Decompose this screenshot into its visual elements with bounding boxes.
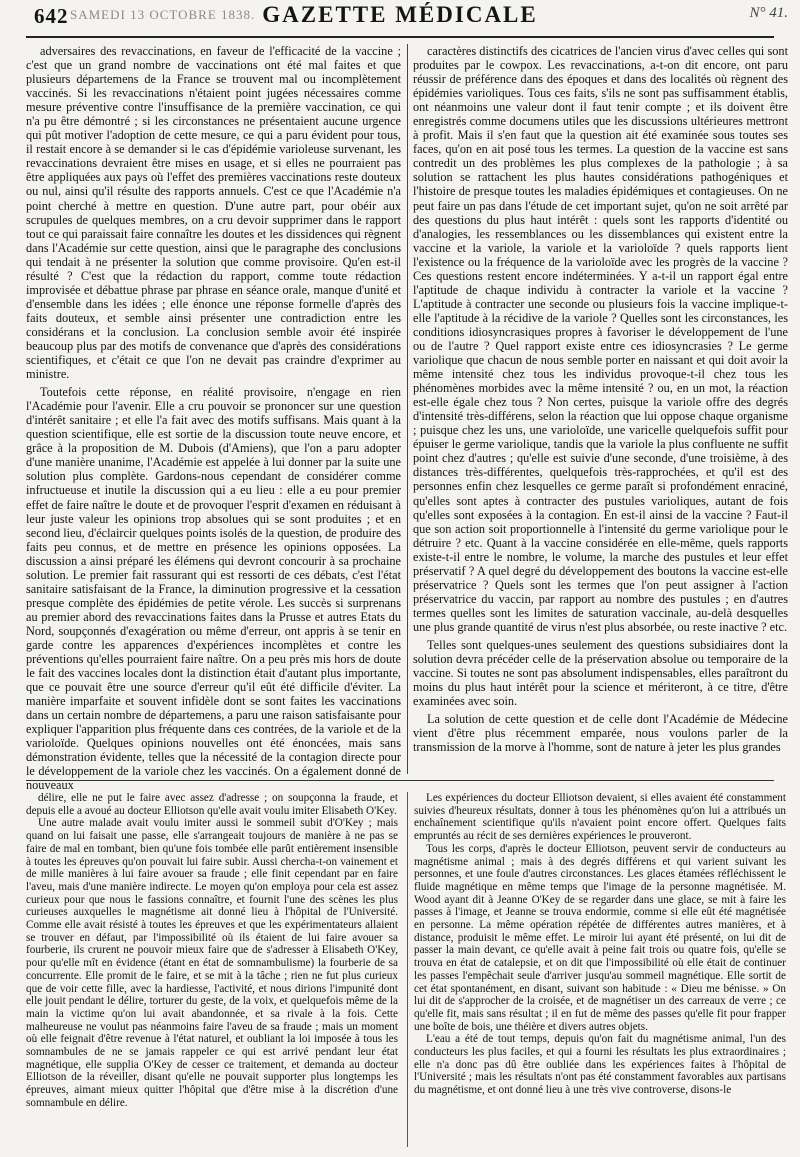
issue-number: N° 41. (749, 5, 788, 21)
paragraph: Tous les corps, d'après le docteur Elliotson, peuvent servir de conducteurs au magnétisme animal ; mais à des degrés différens et qui varient suivant les personnes, et une foule d'autres circonstances. Les glaces étamées réfléchissent le fluide magnétique en même temps que l'image de la personne magnétisée. M. Wood ayant dit à Jeanne O'Key de se regarder dans une glace, se mit à faire les passes à l'image, et Jeanne se trouva endormie, comme si elle eût été magnétisée en personne. La même opération répétée de différentes autres manières, et à distance, produisit le même effet. Le miroir lui ayant été présenté, on lui dit de passer la main devant, ce qu'elle avait à peine fait trois ou quatre fois, qu'elle se trouva en état de catalepsie, et on dit que l'impossibilité où elle était de continuer les passes l'empêchait seule d'arriver jusqu'au sommeil magnétique. Elle sortit de cet état spontanément, en disant, suivant son habitude : « Dieu me bénisse. » On lui dit de s'approcher de la croisée, et de magnétiser un des carreaux de verre ; ce qu'elle fit, mais sans résultat ; il en fut de même des passes qu'elle fit pour frapper une boîte de bois, une théière et divers autres objets. (414, 842, 786, 1033)
paragraph: Toutefois cette réponse, en réalité provisoire, n'engage en rien l'Académie pour l'avenir. Elle a cru pouvoir se prononcer sur une question d'intérêt sanitaire ; et elle l'a fait avec des motifs suffisans. Mais quant à la question scientifique, elle est sortie de la discussion toute neuve encore, et grâce à la proposition de M. Dubois (d'Amiens), que l'on a paru adopter d'une manière unanime, l'Académie est appelée à lui donner par la suite une solution plus complète. Gardons-nous cependant de considérer comme infructueuse et inutile la discussion qui a eu lieu : elle a eu pour premier effet de faire naître le doute et de provoquer l'esprit d'examen en réduisant à leur juste valeur les opinions trop absolues qui se sont produites ; et en second lieu, d'éclaircir quelques points isolés de la question, de produire des faits peu connus, et de mettre en présence les opinions opposées. La discussion a ainsi préparé les élémens qui devront concourir à sa prochaine solution. Le premier fait rassurant qui est ressorti de ces débats, c'est l'état sanitaire satisfaisant de la France, la diminution progressive et la cessation presque complète des épidémies de petite vérole. Les succès si surprenans au premier abord des revaccinations faites dans la Prusse et autres Etats du Nord, soupçonnés d'exagération ou même d'erreur, ont appris à se tenir en garde contre les apparences d'expériences incomplètes et contre les préventions qu'elles pourraient faire naître. On a peu près mis hors de doute le fait des vaccines locales dont la distinction était d'autant plus importante, que ce pouvait être une source d'erreur qu'il eût été difficile d'éviter. La manière imparfaite et souvent infidèle dont se sont faites les vaccinations dans un certain nombre de départemens, a paru une raison satisfaisante pour expliquer l'apparition plus fréquente dans ces contrées, de la variole et de la varioloïde. Quelques opinions nouvelles ont été énoncées, mais sans démonstration évidente, telles que la nécessité de la contagion directe pour le développement de la variole chez les vaccinés. On a également donné de nouveaux (26, 385, 401, 793)
upper-left-column (26, 44, 401, 793)
lower-article (26, 792, 786, 1147)
upper-article (26, 44, 788, 793)
page-number: 642 (34, 4, 69, 28)
upper-right-column (413, 44, 788, 774)
paragraph: Les expériences du docteur Elliotson devaient, si elles avaient été constamment suivies d'heureux résultats, donner à tous les phénomènes qu'on lui a attribués un enchaînement scientifique qu'ils n'avaient point encore offert. Quelques faits empruntés au récit de ses dernières expériences le prouveront. (414, 792, 786, 843)
paragraph: Telles sont quelques-unes seulement des questions subsidiaires dont la solution devra précéder celle de la préservation absolue ou temporaire de la vaccine. Si toutes ne sont pas absolument indispensables, elles paraîtront du moins du plus haut intérêt pour la science et mériteront, à ce titre, d'être examinées avec soin. (413, 637, 788, 709)
paragraph: L'eau a été de tout temps, depuis qu'on fait du magnétisme animal, l'un des conducteurs les plus faciles, et qui a fourni les résultats les plus extraordinaires ; elle n'a donc pas dû être oubliée dans les expériences faites à l'hôpital de l'Université ; mais les résultats n'ont pas été constamment favorables aux partisans du magnétisme, et ont donné lieu à une très vive controverse, disons-le (414, 1033, 786, 1097)
page-header (0, 0, 800, 38)
paragraph: caractères distinctifs des cicatrices de l'ancien virus d'avec celles qui sont produites par le cowpox. Les revaccinations, a-t-on dit encore, ont paru réussir de préférence dans des époques et dans des localités où règnent des épidémies varioliques. Tous ces faits, s'ils ne sont pas suffisamment établis, ont néanmoins une valeur dont il faut tenir compte ; et ils doivent être enregistrés comme documens utiles que les discussions ultérieures mettront à profit. Mais il s'en faut que la question ait été examinée sous toutes ses faces, qu'on en ait posé tous les termes. La question de la vaccine est sans contredit un des problèmes les plus complexes de la pathologie ; à sa solution se rattachent les plus hautes considérations pathogéniques et l'histoire de presque toutes les maladies épidémiques et contagieuses. On ne peut faire un pas dans l'étude de cet important sujet, qu'on ne soit arrêté par des questions du plus haut intérêt : quels sont les rapports d'identité ou d'analogies, les ressemblances ou les dissemblances qui existent entre la vaccine et la variole, la variole et la varioloïde ? quels rapports lient l'existence ou la fréquence de la varioloïde avec les progrès de la vaccine ? Ces questions restent encore indéterminées. Y a-t-il un rapport égal entre l'aptitude de chaque individu à contracter la variole et la vaccine ? L'aptitude à contracter une seconde ou plusieurs fois la vaccine implique-t-elle l'aptitude à la récidive de la variole ? Quelles sont les circonstances, les conditions idiosyncrasiques propres à favoriser le développement de l'une ou de l'autre ? Quel rapport existe entre ces idiosyncrasies ? Le germe variolique que chacun de nous semble porter en naissant et qui doit avoir la même intensité chez tous les individus provoque-t-il chez tous les phénomènes morbides avec la même intensité ? ou, en un mot, la réaction est-elle égale chez tous ? Non certes, puisque la variole offre des degrés d'intensité très-différens, selon la réaction que lui oppose chaque organisme ; puisque chez les uns, une varioloïde, une varicelle quelquefois suffit pour épuiser le germe variolique, tandis que la variole la plus confluente ne suffit point chez d'autres ; qu'elle est suivie d'une seconde, d'une troisième, à des distances très-différentes, quelquefois très-rapprochées, et qu'il est des personnes enfin chez lesquelles ce germe paraît si profondément enraciné, qu'elles sont aptes à contracter des pustules varioliques, autant de fois qu'elles sont exposées à la contagion. En est-il ainsi de la vaccine ? Faut-il que son action soit proportionnelle à l'intensité du germe variolique pour le détruire ? etc. Quant à la vaccine considérée en elle-même, quels rapports existe-t-il entre le nombre, le volume, la marche des pustules et leur effet préservatif ? A quel degré du développement des boutons la vaccine est-elle préservatrice ? Quels sont les termes que l'on peut assigner à l'action préservatrice du vaccin, par rapport au nombre des pustules ; en d'autres termes quelles sont les limites de saturation vaccinale, au-delà desquelles une plus grande quantité de virus n'est plus absorbée, ou reste inactive ? etc. (413, 44, 788, 634)
paragraph: adversaires des revaccinations, en faveur de l'efficacité de la vaccine ; c'est que un grand nombre de vaccinations ont été mal faites et que plusieurs départemens de la France se trouvent mal ou incomplètement vaccinés. Si les revaccinations n'étaient point jugées nécessaires comme mesure préventive contre l'insuffisance de la première vaccination, ce qui n'a pu être démontré ; si les circonstances ne présentaient aucune urgence qui pût motiver l'adoption de cette mesure, ce qui a paru évident pour tous, il restait encore à se demander si le cas d'épidémie varioleuse survenant, les revaccinations devraient être mises en usage, et si elles ne pourraient pas être appliquées aux pays où l'effet des premières vaccinations reste douteux ou nul, ainsi qu'il résulte des rapports annuels. C'est ce que l'Académie n'a point cherché à mettre en question. D'une autre part, pour obéir aux scrupules de quelques membres, on a cru devoir supprimer dans le rapport tout ce qui paraissait faire connaître les doutes et les dissidences qui règnent dans l'Académie sur cette question, ainsi que le paragraphe des conclusions qui tendait à ne présenter la solution que comme provisoire. Qu'en est-il résulté ? C'est que la rédaction du rapport, comme toute rédaction improvisée et débattue phrase par phrase en séance orale, manque d'unité et d'ensemble dans les idées ; elle énonce une réponse formelle d'après des faits douteux, et semble ainsi présenter une contradiction entre les considérans et la conclusion. La conclusion semble avoir été inspirée beaucoup plus par des motifs de convenance que d'après des considérations scientifiques, et c'était ce que l'on ne devait pas craindre d'exprimer au ministre. (26, 44, 401, 382)
paragraph: La solution de cette question et de celle dont l'Académie de Médecine vient d'être plus récemment emparée, nous voulons parler de la transmission de la morve à l'homme, sont de nature à jeter les plus grandes (413, 712, 788, 755)
lower-left-column (26, 792, 398, 1147)
paragraph: Une autre malade avait voulu imiter aussi le sommeil subit d'O'Key ; mais quand on lui faisait une passe, elle s'arrangeait toujours de manière à ne pas se faire de mal en tombant, bien qu'une fois tombée elle parût entièrement insensible à toutes les épreuves qu'on pouvait lui faire subir. Aussi chercha-t-on vainement et de mille manières à lui faire avouer sa fraude ; elle finit cependant par en faire l'aveu, mais d'une manière indirecte. Le moyen qu'on employa pour cela est assez curieux pour que nous le fassions connaître, et fournit l'une des scènes les plus curieuses auxquelles le magnétisme ait donné lieu à l'hôpital de l'Université. Comme elle avait résisté à toutes les épreuves et que les expérimentateurs allaient se trouver en défaut, par l'impossibilité où ils étaient de lui faire avouer sa fourberie, ils crurent ne pouvoir mieux faire que de s'adresser à Elisabeth O'Key, pour qu'elle mît en évidence (étant en état de somnambulisme) la fourberie de sa concurrente. Elle promit de le faire, et se mit à la tâche ; rien ne fut plus curieux que de voir cette fille, avec la hardiesse, l'activité, et nous dirions l'impunité dont elle jouit pendant le délire, torturer du geste, de la voix, et quelquefois même de la main la victime qu'on lui avait abandonnée, et sa rivale à la fois. Cette malheureuse ne voulut pas néanmoins faire l'aveu de sa fraude ; mais un moment où elle feignait d'être revenue à l'état naturel, et oubliant la loi imposée à tous les somnambules de ne se jamais rappeler ce qui est arrivé pendant leur état magnétique, elle supplia O'Key de cesser ce traitement, et demanda au docteur Elliotson de la réveiller, disant qu'elle ne pouvait supporter plus longtemps les épreuves, aimant mieux quitter l'hôpital que d'être mise à la discrétion d'une somnambule en délire. (26, 817, 398, 1109)
bleed-through-text: SAMEDI 13 OCTOBRE 1838. (70, 7, 256, 22)
lower-right-column (414, 792, 786, 1147)
column-divider (407, 44, 408, 774)
header-rule (26, 36, 774, 38)
column-divider (407, 792, 408, 1147)
newspaper-title: GAZETTE MÉDICALE (262, 2, 538, 27)
feuilleton-rule (26, 780, 774, 781)
paragraph: délire, elle ne put le faire avec assez d'adresse ; on soupçonna la fraude, et depuis elle a avoué au docteur Elliotson qu'elle avait voulu imiter Elisabeth O'Key. (26, 792, 398, 817)
